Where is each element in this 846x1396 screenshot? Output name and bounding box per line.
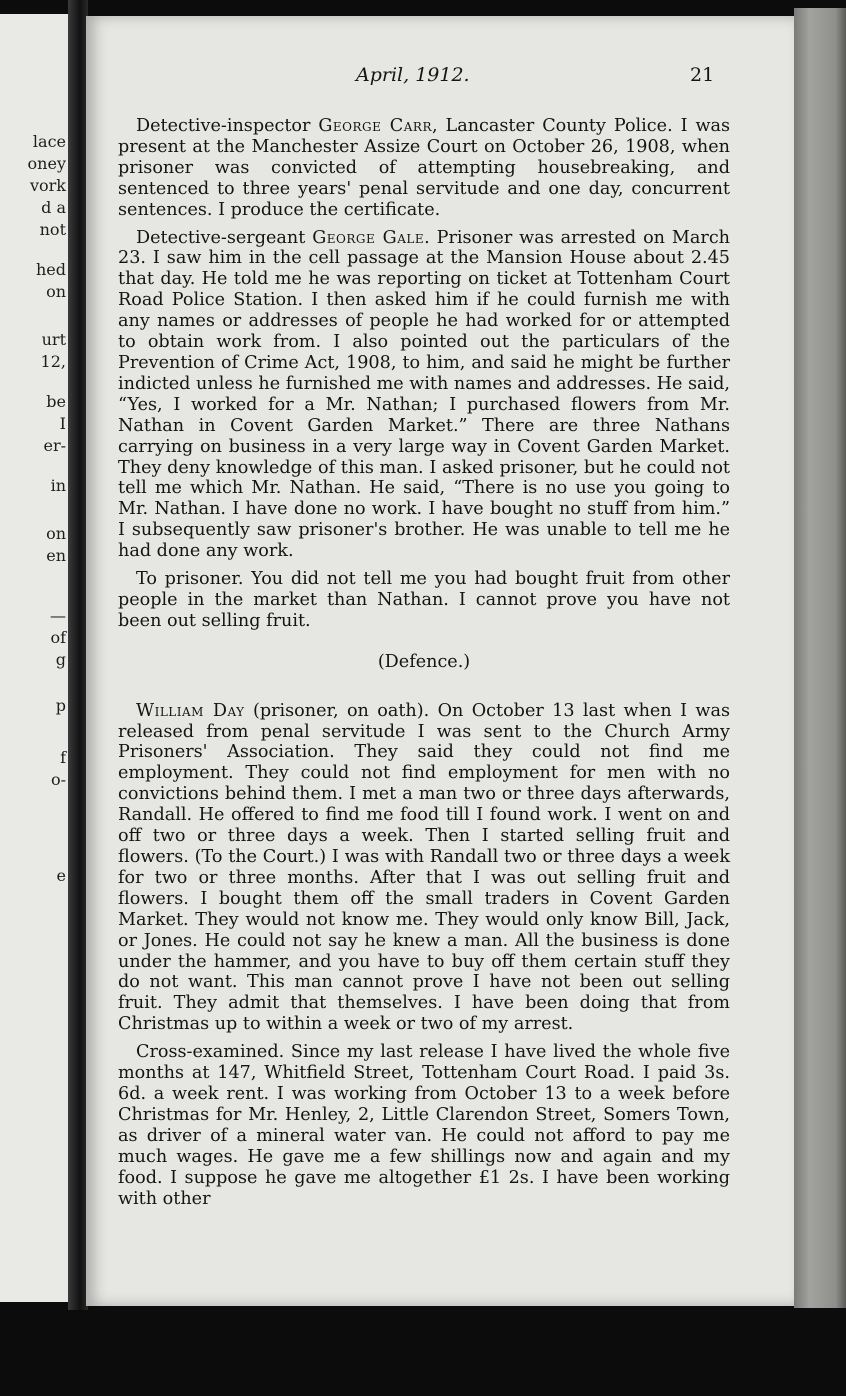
page-body (118, 116, 730, 1216)
paragraph-cross-examined: Cross-examined. Since my last release I have lived the whole five months at 147, Whitfield Street, Tottenham Court Road. I paid 3s. 6d. a week rent. I was working from October 13 to a week before Christmas for Mr. Henley, 2, Little Clarendon Street, Somers Town, as driver of a mineral water van. He could not afford to pay me much wages. He gave me a few shillings now and again and my food. I suppose he gave me altogether £1 2s. I have been working with other (118, 1042, 730, 1209)
witness-name: George Gale (312, 227, 425, 248)
facing-page-text: e (56, 866, 66, 885)
testimony-text: . Prisoner was arrested on March 23. I saw him in the cell passage at the Mansion House about 2.45 that day. He told me he was reporting on ticket at Tottenham Court Road Police Station. I then asked him if he could furnish me with any names or addresses of people he had worked for or attempted to obtain work from. I also pointed out the particulars of the Prevention of Crime Act, 1908, to him, and said he might be further indicted unless he furnished me with names and addresses. He said, “Yes, I worked for a Mr. Nathan; I purchased flowers from Mr. Nathan in Covent Garden Market.” There are three Nathans carrying on business in a very large way in Covent Garden Market. They deny knowledge of this man. I asked prisoner, but he could not tell me which Mr. Nathan. He said, “There is no use you going to Mr. Nathan. I have done no work. I have bought no stuff from him.” I subsequently saw prisoner's brother. He was unable to tell me he had done any work. (118, 227, 731, 562)
facing-page-text: vork (29, 176, 66, 195)
facing-page-text: on (46, 282, 66, 301)
testimony-text: (prisoner, on oath). On October 13 last when I was released from penal servitude I was sent to the Church Army Prisoners' Association. They said they could not find me employment. They could not find employment for men with no convictions behind them. I met a man two or three days afterwards, Randall. He offered to find me food till I found work. I went on and off two or three days a week. Then I started selling fruit and flowers. (To the Court.) I was with Randall two or three days a week for two or three months. After that I was out selling fruit and flowers. I bought them off the small traders in Covent Garden Market. They would not know me. They would only know Bill, Jack, or Jones. He could not say he knew a man. All the business is done under the hammer, and you have to buy off them certain stuff they do not want. This man cannot prove I have not been out selling fruit. They admit that themselves. I have been doing that from Christmas up to within a week or two of my arrest. (118, 700, 730, 1035)
facing-page-text: f (60, 748, 66, 767)
facing-page-text: be (46, 392, 66, 411)
section-heading-defence: (Defence.) (377, 651, 471, 672)
paragraph-gale (118, 228, 730, 563)
facing-page-text: in (50, 476, 66, 495)
witness-title: Detective-inspector (136, 116, 319, 136)
facing-page-text: — (50, 606, 66, 625)
facing-page-text: o- (50, 770, 66, 789)
facing-page-text: I (59, 414, 66, 433)
book-gutter (68, 0, 88, 1310)
facing-page-text: en (46, 546, 66, 565)
facing-page-text: oney (27, 154, 66, 173)
facing-page-text: urt (41, 330, 66, 349)
facing-page-text: 12, (40, 352, 66, 371)
paragraph-day (118, 701, 730, 1036)
paragraph-to-prisoner: To prisoner. You did not tell me you had bought fruit from other people in the market than Nathan. I cannot prove you have not been out selling fruit. (118, 569, 730, 631)
facing-page-text: on (46, 524, 66, 543)
witness-title: Detective-sergeant (136, 227, 313, 248)
facing-page-text: er- (43, 436, 66, 455)
page-number: 21 (690, 64, 715, 86)
facing-page-text: g (55, 650, 66, 669)
facing-page-fragment (0, 14, 68, 1302)
paragraph-carr (118, 116, 730, 221)
facing-page-text: d a (41, 198, 66, 217)
witness-name: George Carr (318, 116, 433, 136)
facing-page-text: not (39, 220, 66, 239)
page-edge (794, 8, 846, 1308)
running-head (86, 64, 794, 90)
testimony-text: , Lancaster County Police. I was present at the Manchester Assize Court on October 26, 1908, when prisoner was convicted of attempting housebreaking, and sentenced to three years' penal servitude and one day, concurrent sentences. I produce the certificate. (118, 116, 731, 220)
facing-page-text: lace (32, 132, 66, 151)
running-head-date: April, 1912. (356, 64, 470, 86)
facing-page-text: p (55, 696, 66, 715)
facing-page-text: of (50, 628, 66, 647)
facing-page-text: hed (35, 260, 66, 279)
witness-name: William Day (136, 700, 245, 721)
